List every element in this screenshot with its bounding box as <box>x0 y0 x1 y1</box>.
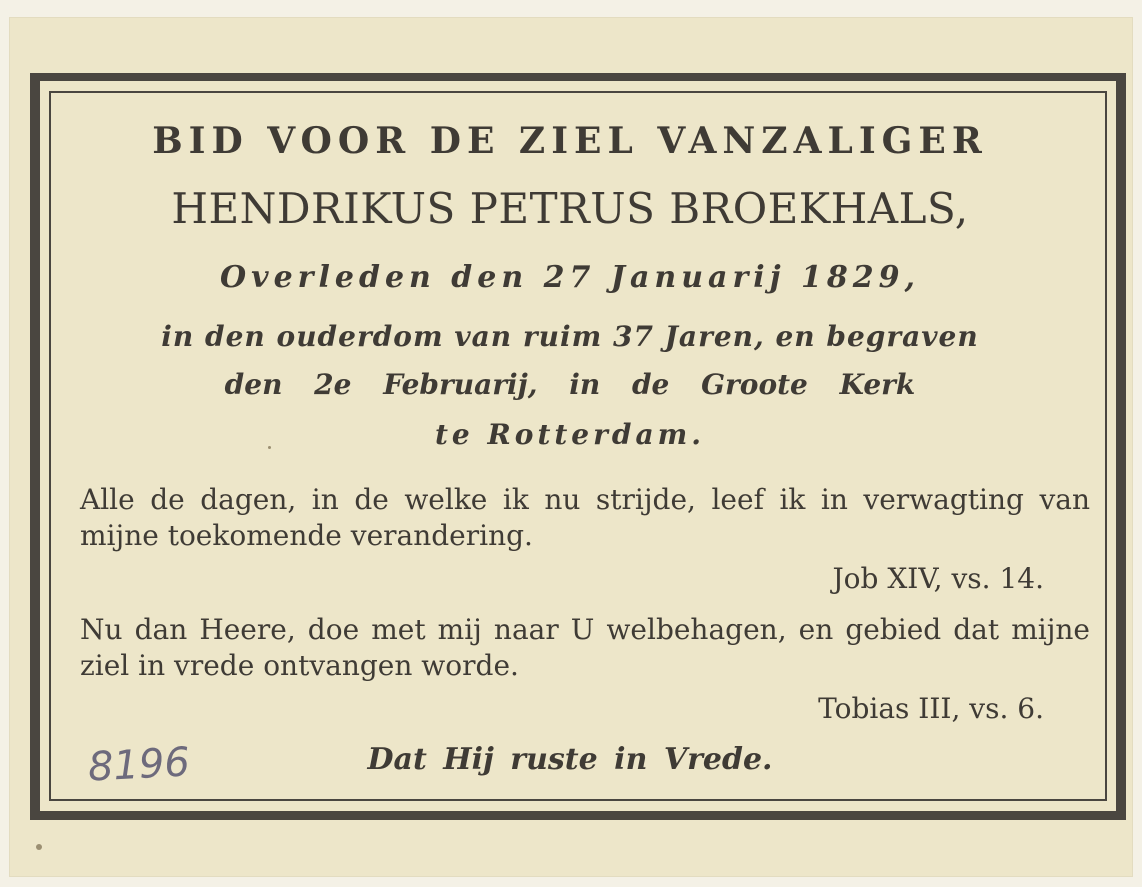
handwritten-catalog-number: 8196 <box>86 739 191 791</box>
scripture-quote-job: Alle de dagen, in de welke ik nu strijde, leef ik in verwagting van mijne toekomende verandering. <box>80 483 1090 552</box>
paper-speck <box>36 844 42 850</box>
burial-place-line: te Rotterdam. <box>435 418 705 451</box>
scripture-quote-tobias: Nu dan Heere, doe met mij naar U welbehagen, en gebied dat mijne ziel in vrede ontvangen worde. <box>80 613 1090 682</box>
paper-speck <box>268 446 271 449</box>
age-line: in den ouderdom van ruim 37 Jaren, en begraven <box>161 320 979 353</box>
card-heading: BID VOOR DE ZIEL VANZALIGER <box>152 120 988 162</box>
citation-job: Job XIV, vs. 14. <box>832 562 1044 595</box>
deceased-name: HENDRIKUS PETRUS BROEKHALS, <box>171 184 969 233</box>
death-date-line: Overleden den 27 Januarij 1829, <box>220 260 920 295</box>
closing-prayer: Dat Hij ruste in Vrede. <box>367 742 773 777</box>
citation-tobias: Tobias III, vs. 6. <box>818 692 1044 725</box>
memorial-card <box>10 18 1132 876</box>
burial-line: den 2e Februarij, in de Groote Kerk <box>224 368 916 401</box>
